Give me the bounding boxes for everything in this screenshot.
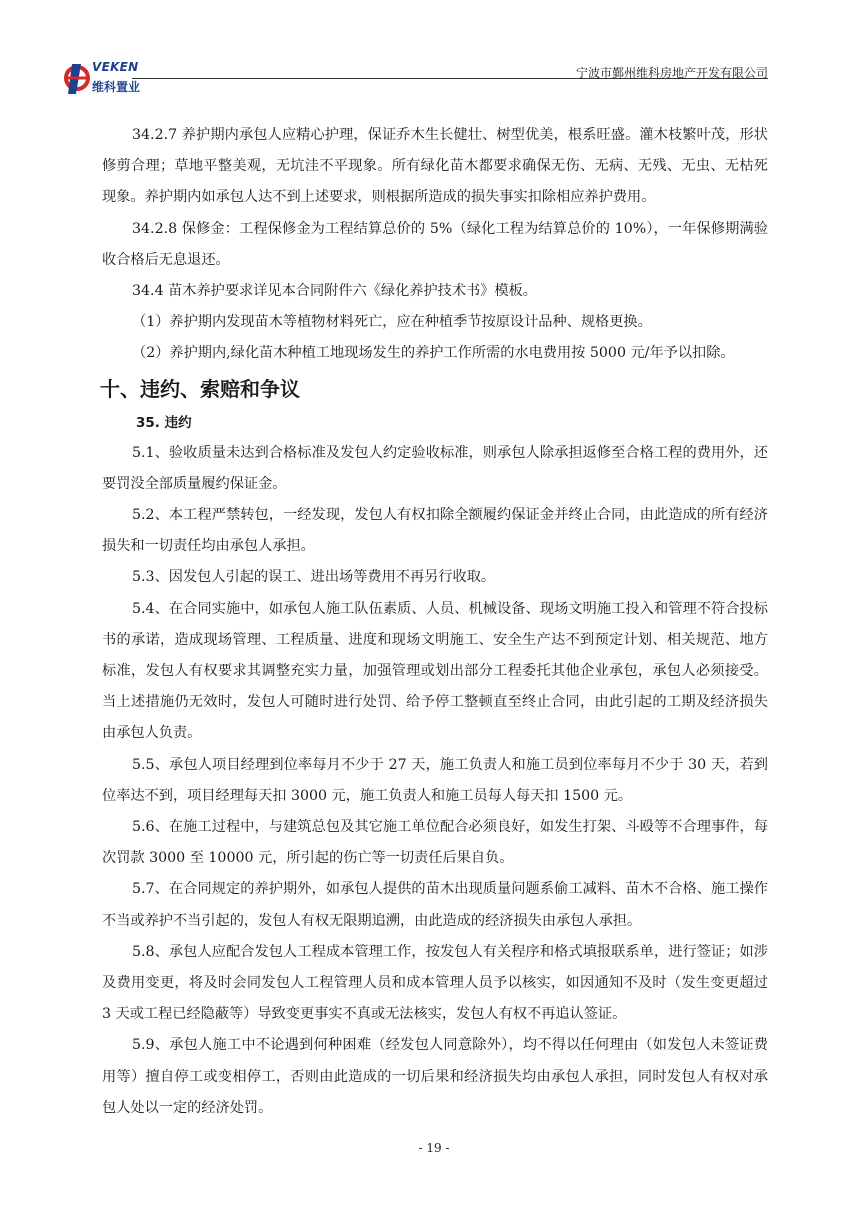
page-number: - 19 - (418, 1141, 450, 1155)
section-title: 十、违约、索赔和争议 (100, 376, 300, 401)
paragraph-5-2: 5.2、本工程严禁转包，一经发现，发包人有权扣除全额履约保证金并终止合同，由此造成的所有经济损失和一切责任均由承包人承担。 (102, 507, 768, 555)
paragraph-5-6: 5.6、在施工过程中，与建筑总包及其它施工单位配合必须良好，如发生打架、斗殴等不合理事件，每次罚款 3000 至 10000 元，所引起的伤亡等一切责任后果自负。 (102, 819, 768, 867)
paragraph-5-4: 5.4、在合同实施中，如承包人施工队伍素质、人员、机械设备、现场文明施工投入和管理不符合投标书的承诺，造成现场管理、工程质量、进度和现场文明施工、安全生产达不到预定计划、相关规范、地方标准，发包人有权要求其调整充实力量，加强管理或划出部分工程委托其他企业承包，承包人必须接受。当上述措施仍无效时，发包人可随时进行处罚、给予停工整顿直至终止合同，由此引起的工期及经济损失由承包人负责。 (102, 600, 768, 742)
logo-text-en: VEKEN (92, 60, 139, 74)
paragraph-5-9: 5.9、承包人施工中不论遇到何种困难（经发包人同意除外），均不得以任何理由（如发包人未签证费用等）擅自停工或变相停工，否则由此造成的一切后果和经济损失均由承包人承担，同时发包人有权对承包人处以一定的经济处罚。 (102, 1037, 768, 1116)
page-header (62, 56, 768, 104)
paragraph-5-7: 5.7、在合同规定的养护期外，如承包人提供的苗木出现质量问题系偷工减料、苗木不合格、施工操作不当或养护不当引起的，发包人有权无限期追溯，由此造成的经济损失由承包人承担。 (102, 881, 768, 929)
subsection-title: 35. 违约 (136, 414, 192, 431)
company-name: 宁波市鄞州维科房地产开发有限公司 (575, 66, 768, 80)
veken-logo-mark-icon (64, 58, 92, 98)
paragraph-item-1: （1）养护期内发现苗木等植物材料死亡，应在种植季节按原设计品种、规格更换。 (132, 314, 652, 331)
logo-text-cn: 维科置业 (92, 80, 141, 94)
paragraph-item-2: （2）养护期内,绿化苗木种植工地现场发生的养护工作所需的水电费用按 5000 元/年予以扣除。 (132, 345, 735, 362)
company-logo (64, 56, 154, 102)
paragraph-34-2-8: 34.2.8 保修金：工程保修金为工程结算总价的 5%（绿化工程为结算总价的 10%），一年保修期满验收合格后无息退还。 (102, 220, 768, 268)
paragraph-5-3: 5.3、因发包人引起的误工、进出场等费用不再另行收取。 (132, 569, 496, 586)
paragraph-5-1: 5.1、验收质量未达到合格标准及发包人约定验收标准，则承包人除承担返修至合格工程的费用外，还要罚没全部质量履约保证金。 (102, 444, 768, 492)
paragraph-34-4: 34.4 苗木养护要求详见本合同附件六《绿化养护技术书》模板。 (132, 283, 537, 300)
paragraph-5-5: 5.5、承包人项目经理到位率每月不少于 27 天，施工负责人和施工员到位率每月不少于 30 天，若到位率达不到，项目经理每天扣 3000 元，施工负责人和施工员每人每天扣 1500 元。 (102, 756, 768, 804)
paragraph-34-2-7: 34.2.7 养护期内承包人应精心护理，保证乔木生长健壮、树型优美，根系旺盛。灌木枝繁叶茂，形状修剪合理；草地平整美观，无坑洼不平现象。所有绿化苗木都要求确保无伤、无病、无残、无虫、无枯死现象。养护期内如承包人达不到上述要求，则根据所造成的损失事实扣除相应养护费用。 (102, 127, 768, 206)
paragraph-5-8: 5.8、承包人应配合发包人工程成本管理工作，按发包人有关程序和格式填报联系单，进行签证；如涉及费用变更，将及时会同发包人工程管理人员和成本管理人员予以核实，如因通知不及时（发生变更超过 3 天或工程已经隐蔽等）导致变更事实不真或无法核实，发包人有权不再追认签证。 (102, 943, 768, 1023)
document-body (102, 120, 768, 1124)
